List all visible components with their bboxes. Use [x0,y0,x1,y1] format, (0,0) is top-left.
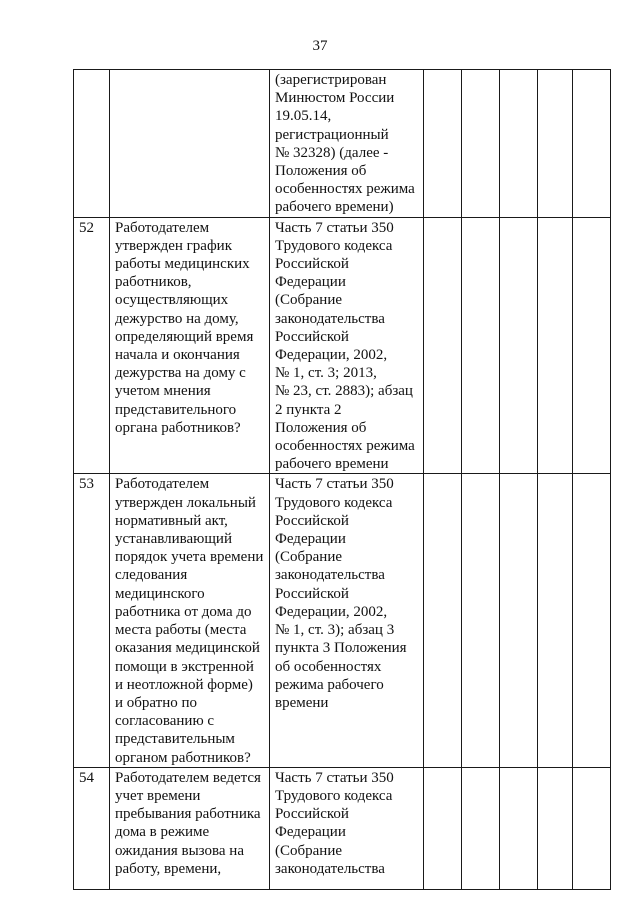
answer-cell-no [462,217,500,474]
question-cell: Работодателем утвержден локальный нормативный акт, устанавливающий порядок учета времени следования медицинского работника от дома до места работы (места оказания медицинской помощи в экстренной и неотложной форме) и обратно по согласованию с представительным органом работников? [110,474,270,767]
answer-cell-no [462,474,500,767]
table-row [74,217,611,474]
answer-cell-yes [424,767,462,889]
legal-reference-cell: Часть 7 статьи 350 Трудового кодекса Российской Федерации (Собрание законодательства Российской Федерации, 2002, № 1, ст. 3); абзац 3 пункта 3 Положения об особенностях режима рабочего времени [270,474,424,767]
answer-cell-not-applicable [500,217,538,474]
row-number-cell: 53 [74,474,110,767]
answer-cell-not-applicable [500,70,538,218]
answer-cell-yes [424,217,462,474]
checklist-table [73,69,611,890]
answer-cell-extra [538,767,573,889]
answer-cell-yes [424,70,462,218]
row-number-cell: 54 [74,767,110,889]
legal-reference-cell: (зарегистрирован Минюстом России 19.05.14, регистрационный № 32328) (далее - Положения об особенностях режима рабочего времени) [270,70,424,218]
answer-cell-extra [538,217,573,474]
row-number-cell: 52 [74,217,110,474]
legal-reference-cell: Часть 7 статьи 350 Трудового кодекса Российской Федерации (Собрание законодательства [270,767,424,889]
question-cell [110,70,270,218]
question-cell: Работодателем утвержден график работы медицинских работников, осуществляющих дежурство на дому, определяющий время начала и окончания дежурства на дому с учетом мнения представительного органа работников? [110,217,270,474]
answer-cell-not-applicable [500,767,538,889]
answer-cell-no [462,70,500,218]
page-number: 37 [312,38,328,54]
answer-cell-extra [538,474,573,767]
row-number-cell [74,70,110,218]
answer-cell-extra [538,70,573,218]
remarks-cell [573,70,611,218]
table-row [74,474,611,767]
remarks-cell [573,767,611,889]
answer-cell-not-applicable [500,474,538,767]
legal-reference-cell: Часть 7 статьи 350 Трудового кодекса Российской Федерации (Собрание законодательства Российской Федерации, 2002, № 1, ст. 3; 2013, № 23, ст. 2883); абзац 2 пункта 2 Положения об особенностях режима рабочего времени [270,217,424,474]
answer-cell-no [462,767,500,889]
table-row [74,767,611,889]
answer-cell-yes [424,474,462,767]
remarks-cell [573,217,611,474]
remarks-cell [573,474,611,767]
table-row [74,70,611,218]
question-cell: Работодателем ведется учет времени пребывания работника дома в режиме ожидания вызова на работу, времени, [110,767,270,889]
